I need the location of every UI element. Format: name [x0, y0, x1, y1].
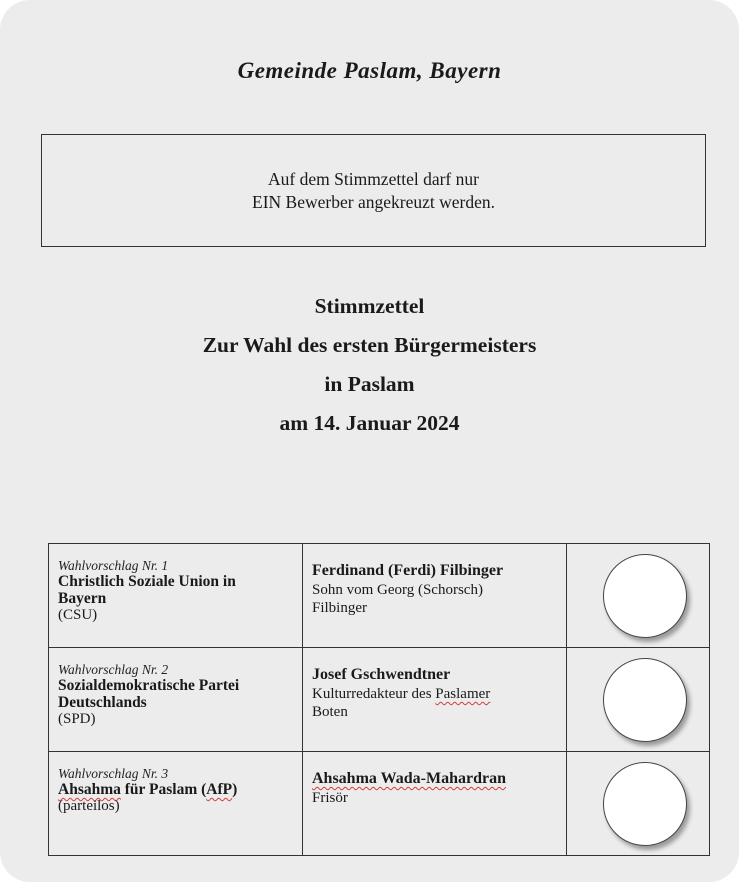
party-cell	[49, 752, 303, 856]
title-line-4: am 14. Januar 2024	[279, 411, 460, 435]
candidate-name: Ahsahma Wada-Mahardran	[312, 770, 506, 787]
party-cell	[49, 648, 303, 752]
party-name	[58, 781, 293, 798]
instruction-notice	[41, 134, 706, 247]
proposal-number: Wahlvorschlag Nr. 1	[58, 558, 169, 573]
title-line-1: Stimmzettel	[314, 294, 425, 318]
ballot-title	[0, 287, 739, 443]
mark-cell	[567, 648, 710, 752]
vote-circle-2[interactable]	[603, 658, 687, 742]
misspelled-word: AfP	[206, 781, 233, 798]
candidate-description-continued: Boten	[312, 704, 348, 720]
candidate-description-continued: Filbinger	[312, 600, 367, 616]
candidate-description	[312, 685, 557, 703]
party-name-middle: für Paslam (	[120, 781, 207, 798]
misspelled-word: Paslamer	[435, 686, 491, 702]
table-row	[49, 648, 710, 752]
party-cell	[49, 544, 303, 648]
vote-circle-1[interactable]	[603, 554, 687, 638]
description-text: Kulturredakteur des	[312, 686, 432, 702]
candidate-table	[48, 543, 710, 856]
party-name-continued: Bayern	[58, 590, 107, 607]
party-abbreviation: (CSU)	[58, 607, 98, 623]
candidate-name: Josef Gschwendtner	[312, 666, 451, 683]
vote-circle-3[interactable]	[603, 762, 687, 846]
candidate-cell	[303, 648, 567, 752]
title-line-3: in Paslam	[324, 372, 415, 396]
candidate-description: Frisör	[312, 790, 348, 806]
candidate-name: Ferdinand (Ferdi) Filbinger	[312, 562, 504, 579]
party-name: Christlich Soziale Union in	[58, 573, 236, 590]
party-abbreviation: (parteilos)	[58, 798, 120, 814]
proposal-number: Wahlvorschlag Nr. 2	[58, 662, 169, 677]
notice-line-1: Auf dem Stimmzettel darf nur	[268, 169, 479, 189]
party-name-continued: Deutschlands	[58, 694, 147, 711]
proposal-number: Wahlvorschlag Nr. 3	[58, 766, 169, 781]
party-name-end: )	[232, 781, 238, 798]
party-abbreviation: (SPD)	[58, 711, 96, 727]
table-row	[49, 544, 710, 648]
misspelled-word: Ahsahma	[58, 781, 121, 798]
candidate-cell	[303, 544, 567, 648]
mark-cell	[567, 544, 710, 648]
party-name: Sozialdemokratische Partei	[58, 677, 240, 694]
table-row	[49, 752, 710, 856]
municipality-header: Gemeinde Paslam, Bayern	[237, 58, 502, 83]
title-line-2: Zur Wahl des ersten Bürgermeisters	[202, 333, 537, 357]
candidate-cell	[303, 752, 567, 856]
notice-line-2: EIN Bewerber angekreuzt werden.	[252, 192, 495, 212]
mark-cell	[567, 752, 710, 856]
candidate-description: Sohn vom Georg (Schorsch)	[312, 582, 483, 598]
